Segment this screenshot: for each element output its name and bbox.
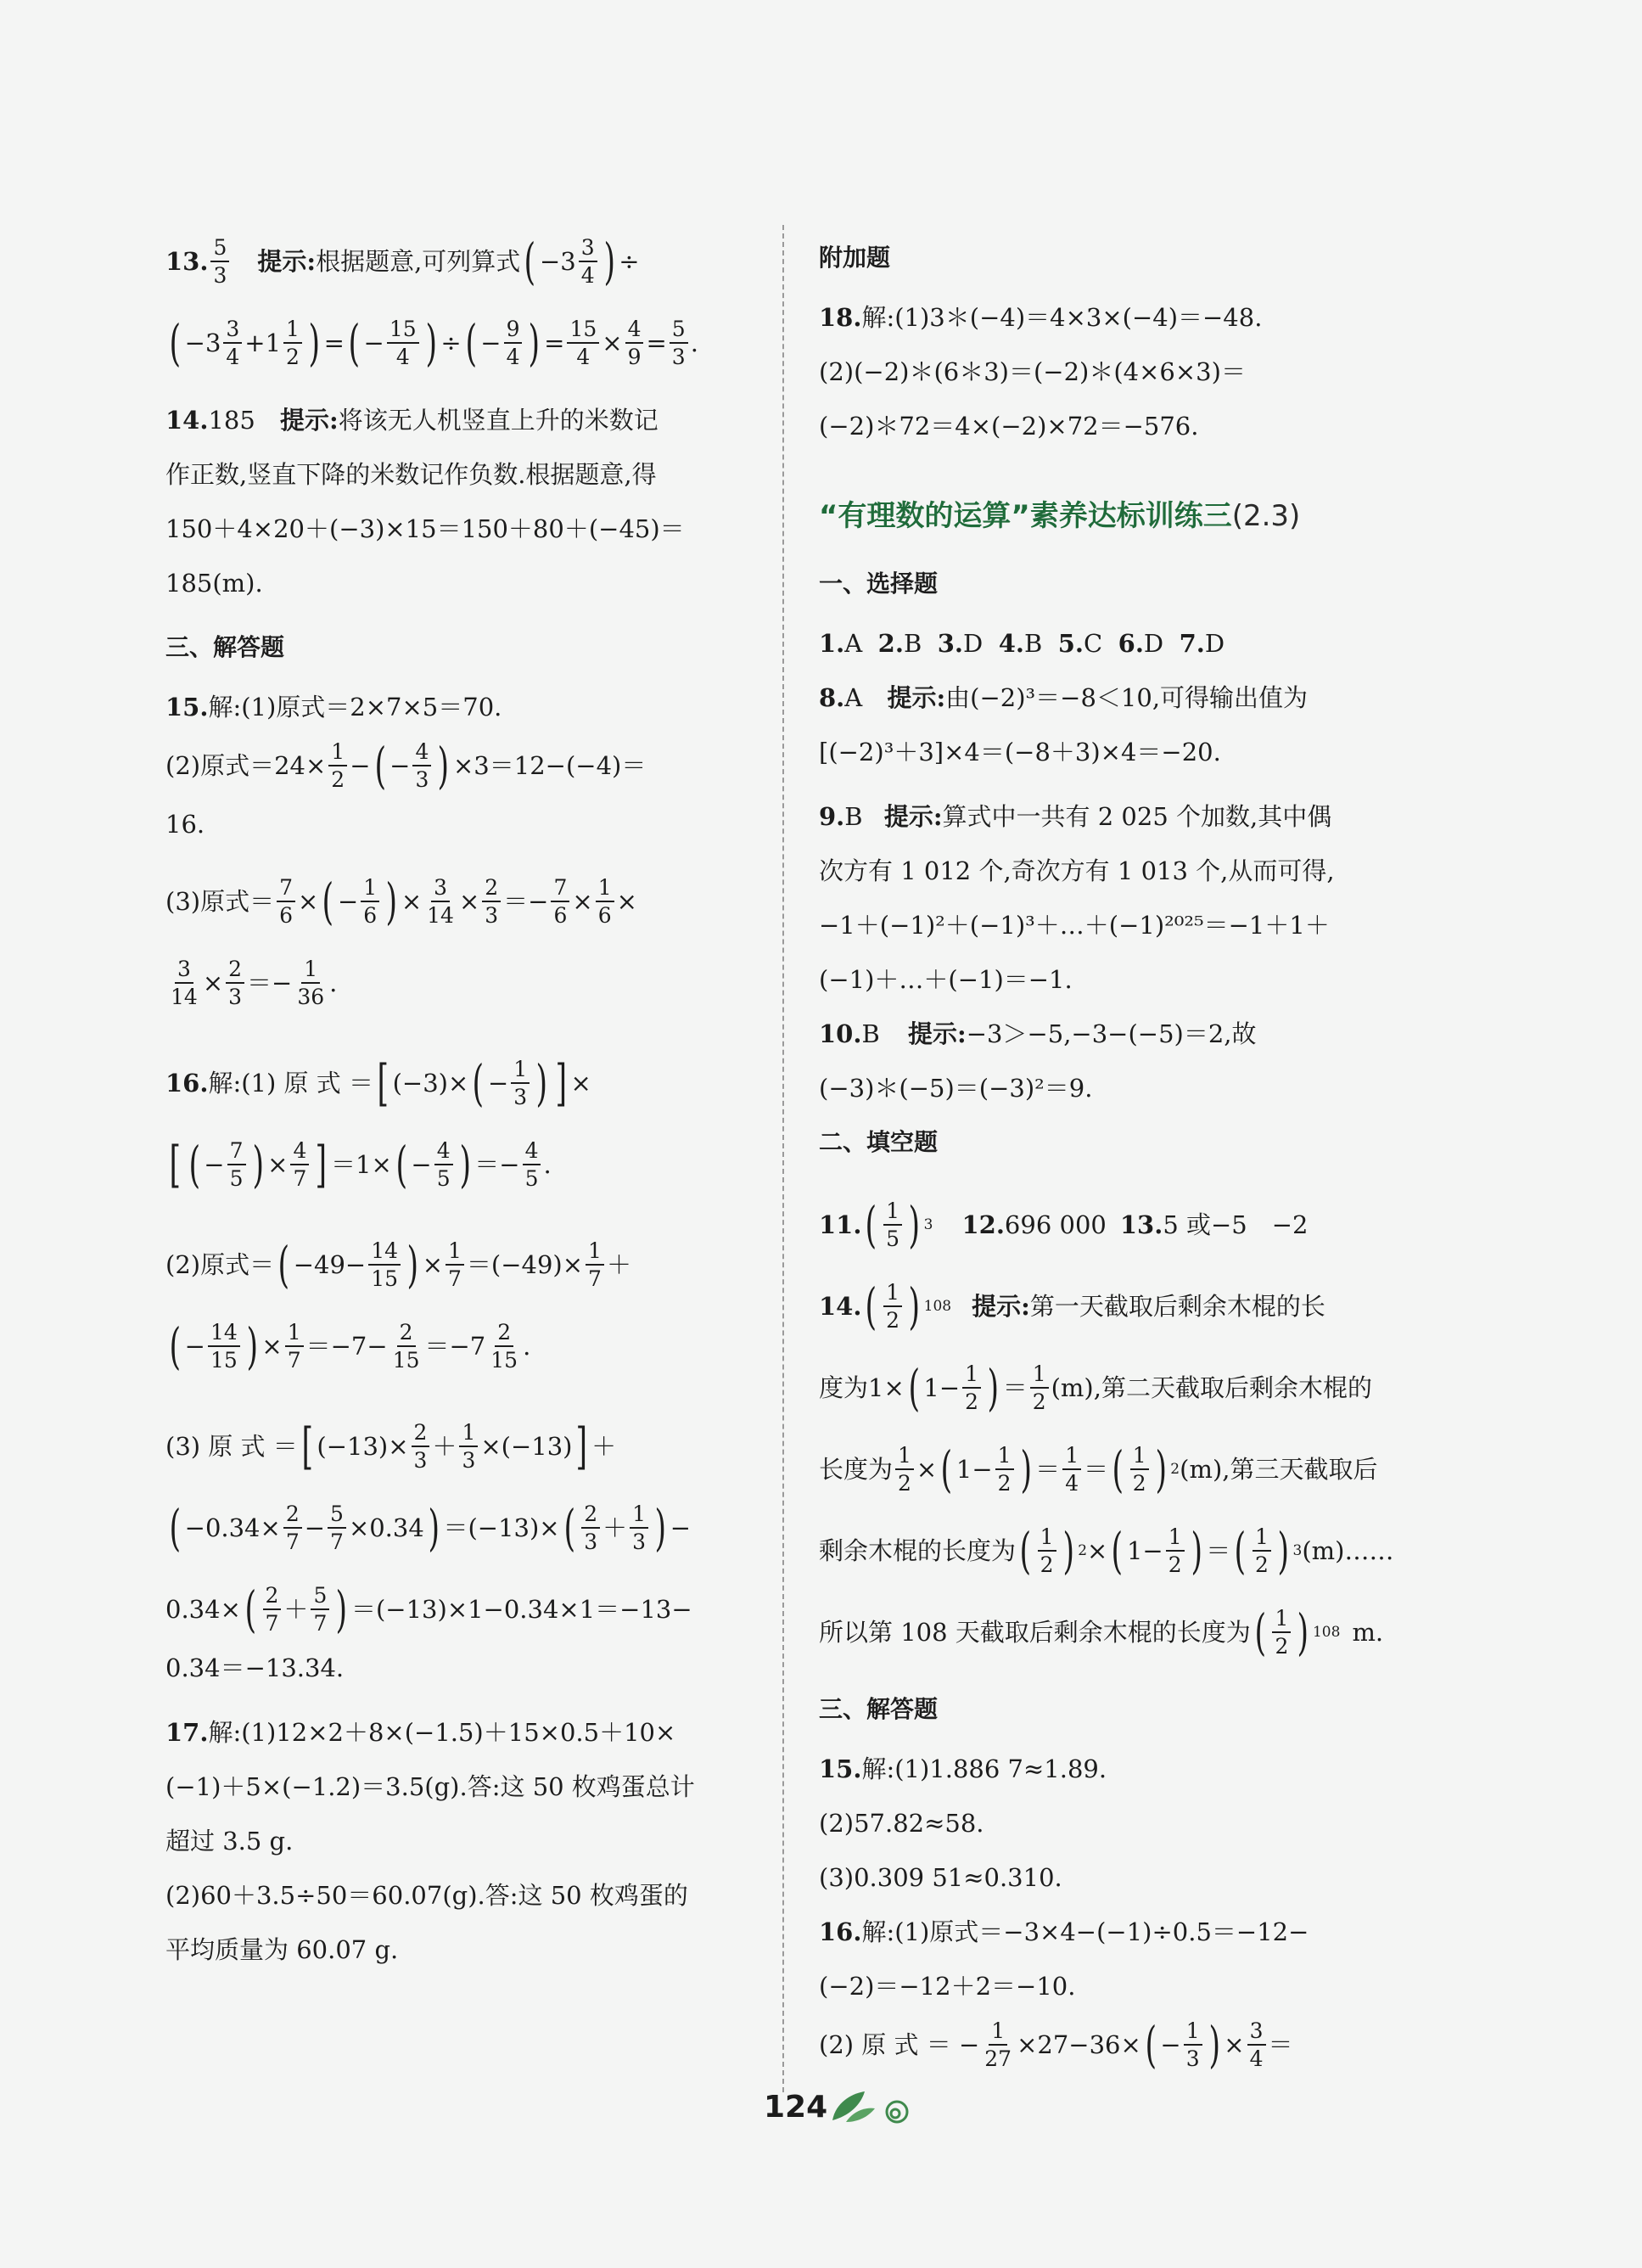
q16-line1: 16. 解:(1) 原 式 ＝ [ (−3)× ( − $\frac{1}{3}$ ) ] × [165, 1054, 591, 1112]
q14-line1: 14.185 提示:将该无人机竖直上升的米数记 [165, 406, 658, 435]
column-divider [782, 225, 784, 2092]
q16-line2: (−2)＝−12＋2＝−10. [819, 1972, 1076, 2001]
q14-line2: 作正数,竖直下降的米数记作负数.根据题意,得 [165, 460, 657, 489]
q15-line3: 16. [165, 810, 205, 839]
extra-questions-heading: 附加题 [819, 244, 891, 272]
q14-line5: 所以第 108 天截取后剩余木棍的长度为 ( $\frac{1}{2}$ ) 108 m. [819, 1603, 1384, 1661]
q16-line3: (2)原式＝ ( −49− $\frac{14}{15}$ ) × $\frac{1}{7}$ ＝(−49)× $\frac{1}{7}$ ＋ [165, 1236, 631, 1294]
q9-line3: −1＋(−1)²＋(−1)³＋…＋(−1)²⁰²⁵＝−1＋1＋ [819, 911, 1330, 940]
q14-line4: 剩余木棍的长度为 ( $\frac{1}{2}$ ) 2 × ( 1− $\frac{1}{2}$ ) ＝ ( $\frac{1}{2}$ ) 3 (m)…… [819, 1522, 1394, 1580]
q15-line4: (3)原式＝ $\frac{7}{6}$ × ( − $\frac{1}{6}$ ) × $\frac{3}{14}$ × $\frac{2}{3}$ ＝− $\frac{7}{6}$ × $\frac{1}{6}$ × [165, 873, 637, 930]
q14-line3: 150＋4×20＋(−3)×15＝150＋80＋(−45)＝ [165, 514, 685, 543]
q15-line5: $\frac{3}{14}$ × $\frac{2}{3}$ ＝− $\frac{1}{36}$ . [171, 957, 338, 1009]
q15-line1: 15.解:(1)原式＝2×7×5＝70. [165, 693, 502, 721]
q10-line2: (−3)＊(−5)＝(−3)²＝9. [819, 1074, 1093, 1103]
q8-line1: 8.A 提示:由(−2)³＝−8＜10,可得输出值为 [819, 683, 1309, 712]
section-heading-answers: 三、解答题 [165, 633, 285, 661]
fill-answers-line: 11. ( $\frac{1}{5}$ ) 3 12. 696 000 13. 5 或−5 −2 [819, 1196, 1309, 1254]
section-title: “有理数的运算”素养达标训练三(2.3) [819, 499, 1301, 533]
q9-line4: (−1)＋…＋(−1)＝−1. [819, 965, 1073, 994]
section-heading-choice: 一、选择题 [819, 570, 939, 598]
q9-line2: 次方有 1 012 个,奇次方有 1 013 个,从而可得, [819, 856, 1335, 885]
q13-line1: 13. $\frac{5}{3}$ 提示: 根据题意,可列算式 ( −3 $\frac{3}{4}$ ) ÷ [165, 233, 640, 290]
page-number: 124 [764, 2090, 828, 2125]
q17-line1: 17.解:(1)12×2＋8×(−1.5)＋15×0.5＋10× [165, 1718, 676, 1747]
q16-line6: ( −0.34× $\frac{2}{7}$ − $\frac{5}{7}$ ×0.34 ) ＝(−13)× ( $\frac{2}{3}$ ＋ $\frac{1}{3}$ ) − [169, 1499, 692, 1557]
q16-line8: 0.34＝−13.34. [165, 1653, 345, 1682]
q10-line1: 10.B 提示:−3＞−5,−3−(−5)＝2,故 [819, 1019, 1257, 1048]
q15-line1: 15.解:(1)1.886 7≈1.89. [819, 1754, 1107, 1783]
q18-line3: (−2)＊72＝4×(−2)×72＝−576. [819, 412, 1199, 441]
q17-line4: (2)60＋3.5÷50＝60.07(g).答:这 50 枚鸡蛋的 [165, 1881, 688, 1910]
q15-line2: (2)57.82≈58. [819, 1809, 984, 1838]
q16-line4: ( − $\frac{14}{15}$ ) × $\frac{1}{7}$ ＝−7− $\frac{2}{15}$ ＝−7 $\frac{2}{15}$ . [169, 1317, 531, 1375]
q15-line2: (2)原式＝24× $\frac{1}{2}$ − ( − $\frac{4}{3}$ ) ×3＝12−(−4)＝ [165, 737, 647, 794]
q14-line3: 长度为 $\frac{1}{2}$ × ( 1− $\frac{1}{2}$ ) ＝ $\frac{1}{4}$ ＝ ( $\frac{1}{2}$ ) 2 (m),第三天截取后 [819, 1440, 1378, 1498]
section-heading-answers-2: 三、解答题 [819, 1695, 939, 1723]
leaf-ornament-icon [827, 2086, 921, 2129]
q14-line2: 度为1× ( 1− $\frac{1}{2}$ ) ＝ $\frac{1}{2}$ (m),第二天截取后剩余木棍的 [819, 1359, 1372, 1417]
q17-line5: 平均质量为 60.07 g. [165, 1935, 399, 1964]
fraction: $\frac{5}{3}$ [210, 237, 229, 286]
right-column [819, 216, 1447, 2086]
q13-line2: ( −3 $\frac{3}{4}$ +1 $\frac{1}{2}$ ) = ( − $\frac{15}{4}$ ) ÷ ( − $\frac{9}{4}$ ) = $\frac{15}{4}$ × $\frac{4}{9}$ = $\frac{5}{3}$ . [169, 314, 698, 372]
q16-line3: (2) 原 式 ＝ − $\frac{1}{27}$ ×27−36× ( − $\frac{1}{3}$ ) × $\frac{3}{4}$ ＝ [819, 2016, 1293, 2074]
q16-line2: [ ( − $\frac{7}{5}$ ) × $\frac{4}{7}$ ] ＝1× ( − $\frac{4}{5}$ ) ＝− $\frac{4}{5}$ . [169, 1136, 552, 1193]
q17-line2: (−1)＋5×(−1.2)＝3.5(g).答:这 50 枚鸡蛋总计 [165, 1772, 695, 1801]
q17-line3: 超过 3.5 g. [165, 1827, 294, 1855]
q14-line4: 185(m). [165, 569, 263, 598]
q14-line1: 14. ( $\frac{1}{2}$ ) 108 提示: 第一天截取后剩余木棍的长 [819, 1277, 1325, 1335]
choice-answers: 1.A 2.B 3.D 4.B 5.C 6.D 7.D [819, 629, 1225, 658]
q16-line1: 16.解:(1)原式＝−3×4−(−1)÷0.5＝−12− [819, 1917, 1309, 1946]
q16-line5: (3) 原 式 ＝ [ (−13)× $\frac{2}{3}$ ＋ $\frac{1}{3}$ ×(−13) ] ＋ [165, 1418, 617, 1475]
q8-line2: [(−2)³＋3]×4＝(−8＋3)×4＝−20. [819, 738, 1221, 766]
q16-line7: 0.34× ( $\frac{2}{7}$ ＋ $\frac{5}{7}$ ) ＝(−13)×1−0.34×1＝−13− [165, 1580, 692, 1638]
q18-line2: (2)(−2)＊(6＊3)＝(−2)＊(4×6×3)＝ [819, 357, 1246, 386]
section-heading-fill: 二、填空题 [819, 1128, 939, 1156]
q18-line1: 18.解:(1)3＊(−4)＝4×3×(−4)＝−48. [819, 303, 1263, 332]
q9-line1: 9.B 提示:算式中一共有 2 025 个加数,其中偶 [819, 802, 1332, 831]
q15-line3: (3)0.309 51≈0.310. [819, 1863, 1062, 1892]
left-column [165, 221, 755, 1968]
